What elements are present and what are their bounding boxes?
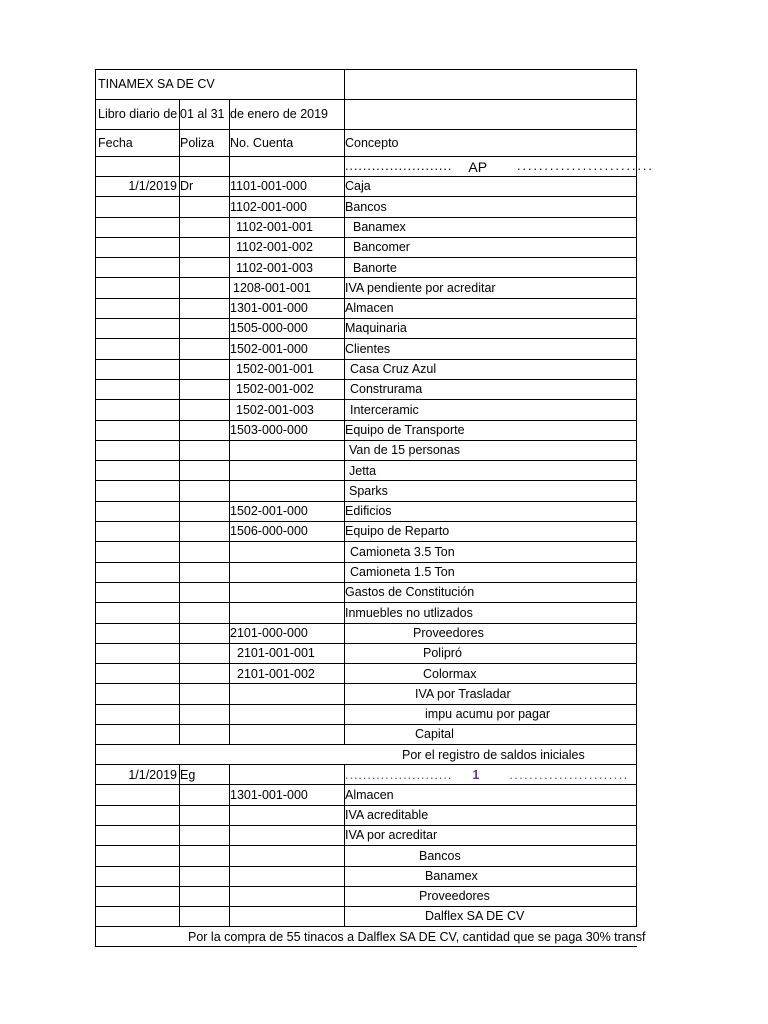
blank-cell[interactable]: [344, 100, 637, 130]
concept-text: Proveedores: [419, 889, 490, 904]
concept-cell[interactable]: [344, 177, 637, 197]
account-cell[interactable]: [229, 583, 345, 603]
book-prefix-cell[interactable]: [95, 100, 180, 130]
table-row: [95, 502, 637, 522]
poliza-cell[interactable]: [179, 481, 230, 501]
account-cell[interactable]: [229, 826, 345, 846]
fecha-cell[interactable]: [95, 218, 180, 238]
account-cell[interactable]: [229, 887, 345, 907]
poliza-cell[interactable]: [179, 278, 230, 298]
concept-cell[interactable]: [344, 258, 637, 278]
table-row: [95, 644, 637, 664]
fecha-cell[interactable]: [95, 299, 180, 319]
fecha-cell[interactable]: [95, 522, 180, 542]
col-poliza[interactable]: [179, 130, 230, 157]
table-row: [95, 238, 637, 258]
concept-cell[interactable]: [344, 563, 637, 583]
poliza-cell[interactable]: [179, 644, 230, 664]
table-row: [95, 705, 637, 725]
table-row: [95, 806, 637, 826]
poliza-cell[interactable]: [179, 846, 230, 866]
account-cell[interactable]: [229, 360, 345, 380]
poliza-cell[interactable]: [179, 238, 230, 258]
entry2-poliza: Eg: [180, 767, 196, 782]
poliza-cell[interactable]: [179, 177, 230, 197]
table-row: [95, 542, 637, 562]
poliza-cell[interactable]: [179, 421, 230, 441]
entry2-marker-cell[interactable]: [344, 765, 637, 785]
account-cell[interactable]: [229, 502, 345, 522]
table-row: [95, 583, 637, 603]
ap-marker-cell[interactable]: [344, 157, 654, 177]
poliza-cell[interactable]: [179, 664, 230, 684]
fecha-cell[interactable]: [95, 360, 180, 380]
poliza-cell[interactable]: [179, 826, 230, 846]
fecha-cell[interactable]: [95, 461, 180, 481]
concept-text: Almacen: [345, 301, 394, 316]
concept-cell[interactable]: [344, 705, 637, 725]
concept-cell[interactable]: [344, 867, 637, 887]
fecha-cell[interactable]: [95, 907, 180, 927]
marker-dots-left: ........................: [345, 767, 453, 782]
fecha-cell[interactable]: [95, 806, 180, 826]
concept-cell[interactable]: [344, 806, 637, 826]
blank-cell[interactable]: [95, 157, 180, 177]
table-row: [95, 299, 637, 319]
table-row: [95, 725, 637, 745]
poliza-cell[interactable]: [179, 400, 230, 420]
concept-cell[interactable]: [344, 278, 637, 298]
poliza-cell[interactable]: [179, 867, 230, 887]
concept-text: Edificios: [345, 504, 392, 519]
concept-cell[interactable]: [344, 481, 637, 501]
account-text: 1101-001-000: [230, 179, 307, 194]
concept-cell[interactable]: [344, 400, 637, 420]
table-row: [95, 339, 637, 359]
account-cell[interactable]: [229, 319, 345, 339]
account-text: 2101-001-002: [237, 666, 315, 681]
entry2-note: Por la compra de 55 tinacos a Dalflex SA DE CV, cantidad que se paga 30% transf: [188, 929, 646, 944]
account-cell[interactable]: [229, 461, 345, 481]
concept-text: Dalflex SA DE CV: [425, 909, 525, 924]
concept-text: Construrama: [350, 382, 423, 397]
fecha-cell[interactable]: [95, 441, 180, 461]
account-cell[interactable]: [229, 603, 345, 623]
concept-text: Camioneta 3.5 Ton: [350, 544, 455, 559]
account-cell[interactable]: [229, 339, 345, 359]
header-row-book: [95, 100, 637, 130]
fecha-cell[interactable]: [95, 421, 180, 441]
table-row: [95, 826, 637, 846]
account-cell[interactable]: [229, 867, 345, 887]
concept-cell[interactable]: [344, 725, 637, 745]
account-cell[interactable]: [229, 299, 345, 319]
concept-text: Proveedores: [413, 625, 484, 640]
ap-dots-left: ........................: [345, 159, 453, 174]
poliza-cell[interactable]: [179, 258, 230, 278]
concept-cell[interactable]: [344, 197, 637, 217]
account-cell[interactable]: [229, 481, 345, 501]
table-row: [95, 319, 637, 339]
col-concepto-label: Concepto: [345, 135, 399, 150]
column-header-row: [95, 130, 637, 157]
concept-text: Colormax: [423, 666, 477, 681]
account-cell[interactable]: [229, 400, 345, 420]
poliza-cell[interactable]: [179, 319, 230, 339]
fecha-cell[interactable]: [95, 846, 180, 866]
concept-text: Casa Cruz Azul: [350, 362, 437, 377]
fecha-cell[interactable]: [95, 603, 180, 623]
fecha-text: 1/1/2019: [128, 179, 177, 194]
account-cell[interactable]: [229, 238, 345, 258]
account-cell[interactable]: [229, 806, 345, 826]
fecha-cell[interactable]: [95, 278, 180, 298]
table-row: [95, 522, 637, 542]
header-row-company: [95, 69, 637, 100]
table-row: [95, 360, 637, 380]
table-row: [95, 481, 637, 501]
concept-cell[interactable]: [344, 339, 637, 359]
poliza-cell[interactable]: [179, 806, 230, 826]
concept-text: IVA pendiente por acreditar: [345, 280, 496, 295]
poliza-cell[interactable]: [179, 887, 230, 907]
ap-dots-right: .........................: [517, 159, 654, 174]
concept-cell[interactable]: [344, 319, 637, 339]
fecha-cell[interactable]: [95, 563, 180, 583]
account-text: 1502-001-002: [236, 382, 314, 397]
concept-cell[interactable]: [344, 360, 637, 380]
account-cell[interactable]: [229, 258, 345, 278]
ap-label: AP: [468, 158, 488, 175]
col-cuenta[interactable]: [229, 130, 345, 157]
table-row: [95, 907, 637, 927]
fecha-cell[interactable]: [95, 664, 180, 684]
account-text: 1502-001-003: [236, 402, 314, 417]
col-fecha[interactable]: [95, 130, 180, 157]
concept-text: Bancos: [419, 848, 461, 863]
fecha-cell[interactable]: [95, 400, 180, 420]
table-row: [95, 887, 637, 907]
poliza-cell[interactable]: [179, 502, 230, 522]
account-text: 1502-001-001: [236, 362, 314, 377]
entry2-date-cell[interactable]: [95, 765, 180, 785]
account-text: 1301-001-000: [230, 787, 308, 802]
account-text: 2101-000-000: [230, 625, 308, 640]
ap-marker-row: [95, 157, 654, 177]
poliza-cell[interactable]: [179, 684, 230, 704]
table-row: [95, 218, 637, 238]
concept-text: Sparks: [349, 483, 388, 498]
account-text: 1102-001-000: [230, 199, 307, 214]
fecha-cell[interactable]: [95, 684, 180, 704]
fecha-cell[interactable]: [95, 887, 180, 907]
entry2-note-cell[interactable]: [95, 927, 646, 947]
fecha-cell[interactable]: [95, 481, 180, 501]
concept-text: IVA por acreditar: [345, 828, 438, 843]
blank-cell[interactable]: [229, 157, 345, 177]
table-row: [95, 278, 637, 298]
poliza-text: Dr: [180, 179, 194, 194]
account-cell[interactable]: [229, 177, 345, 197]
concept-cell[interactable]: [344, 238, 637, 258]
concept-text: Equipo de Reparto: [345, 524, 450, 539]
poliza-cell[interactable]: [179, 705, 230, 725]
concept-cell[interactable]: [344, 887, 637, 907]
fecha-cell[interactable]: [95, 705, 180, 725]
poliza-cell[interactable]: [179, 197, 230, 217]
fecha-cell[interactable]: [95, 380, 180, 400]
concept-text: Caja: [345, 179, 371, 194]
fecha-cell[interactable]: [95, 644, 180, 664]
account-cell[interactable]: [229, 725, 345, 745]
concept-text: Banamex: [353, 219, 406, 234]
poliza-cell[interactable]: [179, 522, 230, 542]
poliza-cell[interactable]: [179, 907, 230, 927]
concept-cell[interactable]: [344, 624, 637, 644]
account-text: 1102-001-002: [236, 240, 313, 255]
account-cell[interactable]: [229, 907, 345, 927]
concept-cell[interactable]: [344, 218, 637, 238]
fecha-cell[interactable]: [95, 238, 180, 258]
fecha-cell[interactable]: [95, 339, 180, 359]
concept-cell[interactable]: [344, 603, 637, 623]
concept-text: Clientes: [345, 341, 391, 356]
col-cuenta-label: No. Cuenta: [230, 135, 294, 150]
account-text: 1506-000-000: [230, 524, 308, 539]
table-row: [95, 258, 637, 278]
account-text: 1102-001-001: [236, 219, 313, 234]
concept-text: impu acumu por pagar: [425, 707, 551, 722]
poliza-cell[interactable]: [179, 218, 230, 238]
fecha-cell[interactable]: [95, 177, 180, 197]
concept-text: Bancomer: [353, 240, 410, 255]
account-cell[interactable]: [229, 785, 345, 805]
table-row: [95, 867, 637, 887]
account-cell[interactable]: [229, 563, 345, 583]
book-range: 01 al 31: [180, 107, 225, 122]
fecha-cell[interactable]: [95, 867, 180, 887]
account-cell[interactable]: [229, 522, 345, 542]
col-poliza-label: Poliza: [180, 135, 215, 150]
fecha-cell[interactable]: [95, 502, 180, 522]
concept-text: Polipró: [423, 646, 462, 661]
table-row: [95, 400, 637, 420]
poliza-cell[interactable]: [179, 441, 230, 461]
fecha-cell[interactable]: [95, 725, 180, 745]
table-row: [95, 380, 637, 400]
concept-text: Capital: [415, 727, 454, 742]
account-cell[interactable]: [229, 441, 345, 461]
concept-text: Gastos de Constitución: [345, 585, 475, 600]
account-cell[interactable]: [229, 542, 345, 562]
concept-cell[interactable]: [344, 826, 637, 846]
table-row: [95, 846, 637, 866]
poliza-cell[interactable]: [179, 603, 230, 623]
table-row: [95, 441, 637, 461]
entry1-note: Por el registro de saldos iniciales: [402, 747, 585, 762]
account-cell[interactable]: [229, 624, 345, 644]
poliza-cell[interactable]: [179, 360, 230, 380]
account-text: 1102-001-003: [236, 260, 313, 275]
book-prefix: Libro diario de: [98, 107, 178, 122]
concept-text: Camioneta 1.5 Ton: [350, 565, 455, 580]
concept-text: Inmuebles no utlizados: [345, 605, 473, 620]
concept-cell[interactable]: [344, 664, 637, 684]
table-row: [95, 461, 637, 481]
poliza-cell[interactable]: [179, 785, 230, 805]
concept-text: Almacen: [345, 787, 394, 802]
concept-text: Maquinaria: [345, 321, 407, 336]
entry2-note-row: [95, 927, 646, 947]
concept-cell[interactable]: [344, 461, 637, 481]
concept-cell[interactable]: [344, 907, 637, 927]
concept-cell[interactable]: [344, 421, 637, 441]
entry2-marker-row: [95, 765, 637, 785]
account-cell[interactable]: [229, 278, 345, 298]
blank-cell[interactable]: [229, 69, 345, 100]
account-text: 1505-000-000: [230, 321, 308, 336]
concept-text: Banorte: [353, 260, 397, 275]
fecha-cell[interactable]: [95, 542, 180, 562]
concept-text: Interceramic: [350, 402, 419, 417]
entry1-rows: [95, 177, 637, 745]
account-text: 1503-000-000: [230, 422, 308, 437]
concept-cell[interactable]: [344, 785, 637, 805]
concept-text: IVA acreditable: [345, 808, 429, 822]
concept-text: Banamex: [425, 868, 478, 883]
fecha-cell[interactable]: [95, 197, 180, 217]
col-concepto[interactable]: [344, 130, 637, 157]
concept-cell[interactable]: [344, 846, 637, 866]
table-row: [95, 785, 637, 805]
company-name: TINAMEX SA DE CV: [98, 77, 215, 92]
journal-sheet: [95, 69, 654, 947]
concept-cell[interactable]: [344, 583, 637, 603]
concept-text: Jetta: [349, 463, 377, 478]
table-row: [95, 603, 637, 623]
account-text: 1208-001-001: [233, 280, 311, 295]
concept-cell[interactable]: [344, 502, 637, 522]
fecha-cell[interactable]: [95, 826, 180, 846]
poliza-cell[interactable]: [179, 583, 230, 603]
account-cell[interactable]: [229, 644, 345, 664]
poliza-cell[interactable]: [179, 563, 230, 583]
account-cell[interactable]: [229, 421, 345, 441]
account-cell[interactable]: [229, 684, 345, 704]
concept-cell[interactable]: [344, 522, 637, 542]
blank-cell[interactable]: [344, 69, 637, 100]
company-cell[interactable]: [95, 69, 230, 100]
entry2-date: 1/1/2019: [128, 767, 177, 782]
concept-cell[interactable]: [344, 299, 637, 319]
book-range-cell[interactable]: [179, 100, 230, 130]
fecha-cell[interactable]: [95, 583, 180, 603]
poliza-cell[interactable]: [179, 339, 230, 359]
account-cell[interactable]: [229, 380, 345, 400]
table-row: [95, 664, 637, 684]
fecha-cell[interactable]: [95, 624, 180, 644]
account-text: 2101-001-001: [237, 646, 315, 661]
col-fecha-label: Fecha: [98, 135, 133, 150]
table-row: [95, 624, 637, 644]
account-text: 1301-001-000: [230, 301, 308, 316]
poliza-cell[interactable]: [179, 299, 230, 319]
account-cell[interactable]: [229, 218, 345, 238]
marker-dots-right: ........................: [509, 767, 629, 782]
poliza-cell[interactable]: [179, 624, 230, 644]
concept-cell[interactable]: [344, 644, 637, 664]
table-row: [95, 197, 637, 217]
poliza-cell[interactable]: [179, 461, 230, 481]
concept-text: Equipo de Transporte: [345, 422, 465, 437]
account-text: 1502-001-000: [230, 341, 308, 356]
blank-cell[interactable]: [229, 765, 345, 785]
book-suffix: de enero de 2019: [230, 107, 329, 122]
poliza-cell[interactable]: [179, 725, 230, 745]
entry1-note-cell[interactable]: [95, 745, 637, 765]
blank-cell[interactable]: [179, 157, 230, 177]
account-cell[interactable]: [229, 664, 345, 684]
table-row: [95, 684, 637, 704]
poliza-cell[interactable]: [179, 542, 230, 562]
table-row: [95, 563, 637, 583]
book-suffix-cell[interactable]: [229, 100, 345, 130]
concept-text: IVA por Trasladar: [415, 686, 511, 701]
concept-cell[interactable]: [344, 380, 637, 400]
fecha-cell[interactable]: [95, 258, 180, 278]
account-cell[interactable]: [229, 197, 345, 217]
entry2-rows: [95, 785, 637, 927]
account-cell[interactable]: [229, 846, 345, 866]
entry1-note-row: [95, 745, 637, 765]
table-row: [95, 421, 637, 441]
concept-text: Van de 15 personas: [349, 443, 460, 458]
marker-number: 1: [472, 767, 480, 782]
concept-cell[interactable]: [344, 684, 637, 704]
concept-cell[interactable]: [344, 441, 637, 461]
account-cell[interactable]: [229, 705, 345, 725]
table-row: [95, 177, 637, 197]
poliza-cell[interactable]: [179, 380, 230, 400]
concept-cell[interactable]: [344, 542, 637, 562]
fecha-cell[interactable]: [95, 319, 180, 339]
fecha-cell[interactable]: [95, 785, 180, 805]
concept-text: Bancos: [345, 199, 387, 214]
entry2-poliza-cell[interactable]: [179, 765, 230, 785]
account-text: 1502-001-000: [230, 504, 308, 519]
